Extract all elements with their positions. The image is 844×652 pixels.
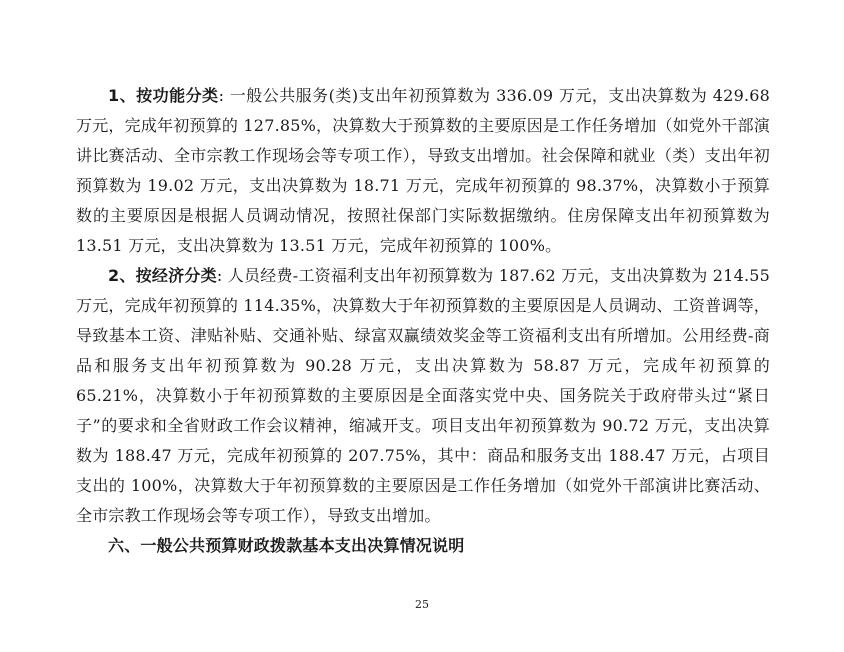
paragraph-by-function	[76, 81, 770, 261]
paragraph-by-economic	[76, 261, 770, 531]
paragraph-text: : 一般公共服务(类)支出年初预算数为 336.09 万元，支出决算数为 429.68 万元，完成年初预算的 127.85%，决算数大于预算数的主要原因是工作任务增加（如党外干部演讲比赛活动、全市宗教工作现场会等专项工作），导致支出增加。社会保障和就业（类）支出年初预算数为 19.02 万元，支出决算数为 18.71 万元，完成年初预算的 98.37%，决算数小于预算数的主要原因是根据人员调动情况，按照社保部门实际数据缴纳。住房保障支出年初预算数为 13.51 万元，支出决算数为 13.51 万元，完成年初预算的 100%。	[76, 86, 770, 255]
document-body	[76, 81, 770, 561]
paragraph-text: : 人员经费-工资福利支出年初预算数为 187.62 万元，支出决算数为 214.55 万元，完成年初预算的 114.35%，决算数大于年初预算数的主要原因是人员调动、工资普调等，导致基本工资、津贴补贴、交通补贴、绿富双赢绩效奖金等工资福利支出有所增加。公用经费-商品和服务支出年初预算数为 90.28 万元，支出决算数为 58.87 万元，完成年初预算的 65.21%，决算数小于年初预算数的主要原因是全面落实党中央、国务院关于政府带头过“紧日子”的要求和全省财政工作会议精神，缩减开支。项目支出年初预算数为 90.72 万元，支出决算数为 188.47 万元，完成年初预算的 207.75%，其中：商品和服务支出 188.47 万元，占项目支出的 100%，决算数大于年初预算数的主要原因是工作任务增加（如党外干部演讲比赛活动、全市宗教工作现场会等专项工作），导致支出增加。	[76, 266, 770, 525]
page-number: 25	[415, 598, 429, 611]
section-heading: 六、一般公共预算财政拨款基本支出决算情况说明	[108, 536, 465, 555]
paragraph-lead: 2、按经济分类	[108, 266, 217, 285]
paragraph-lead: 1、按功能分类	[108, 86, 219, 105]
